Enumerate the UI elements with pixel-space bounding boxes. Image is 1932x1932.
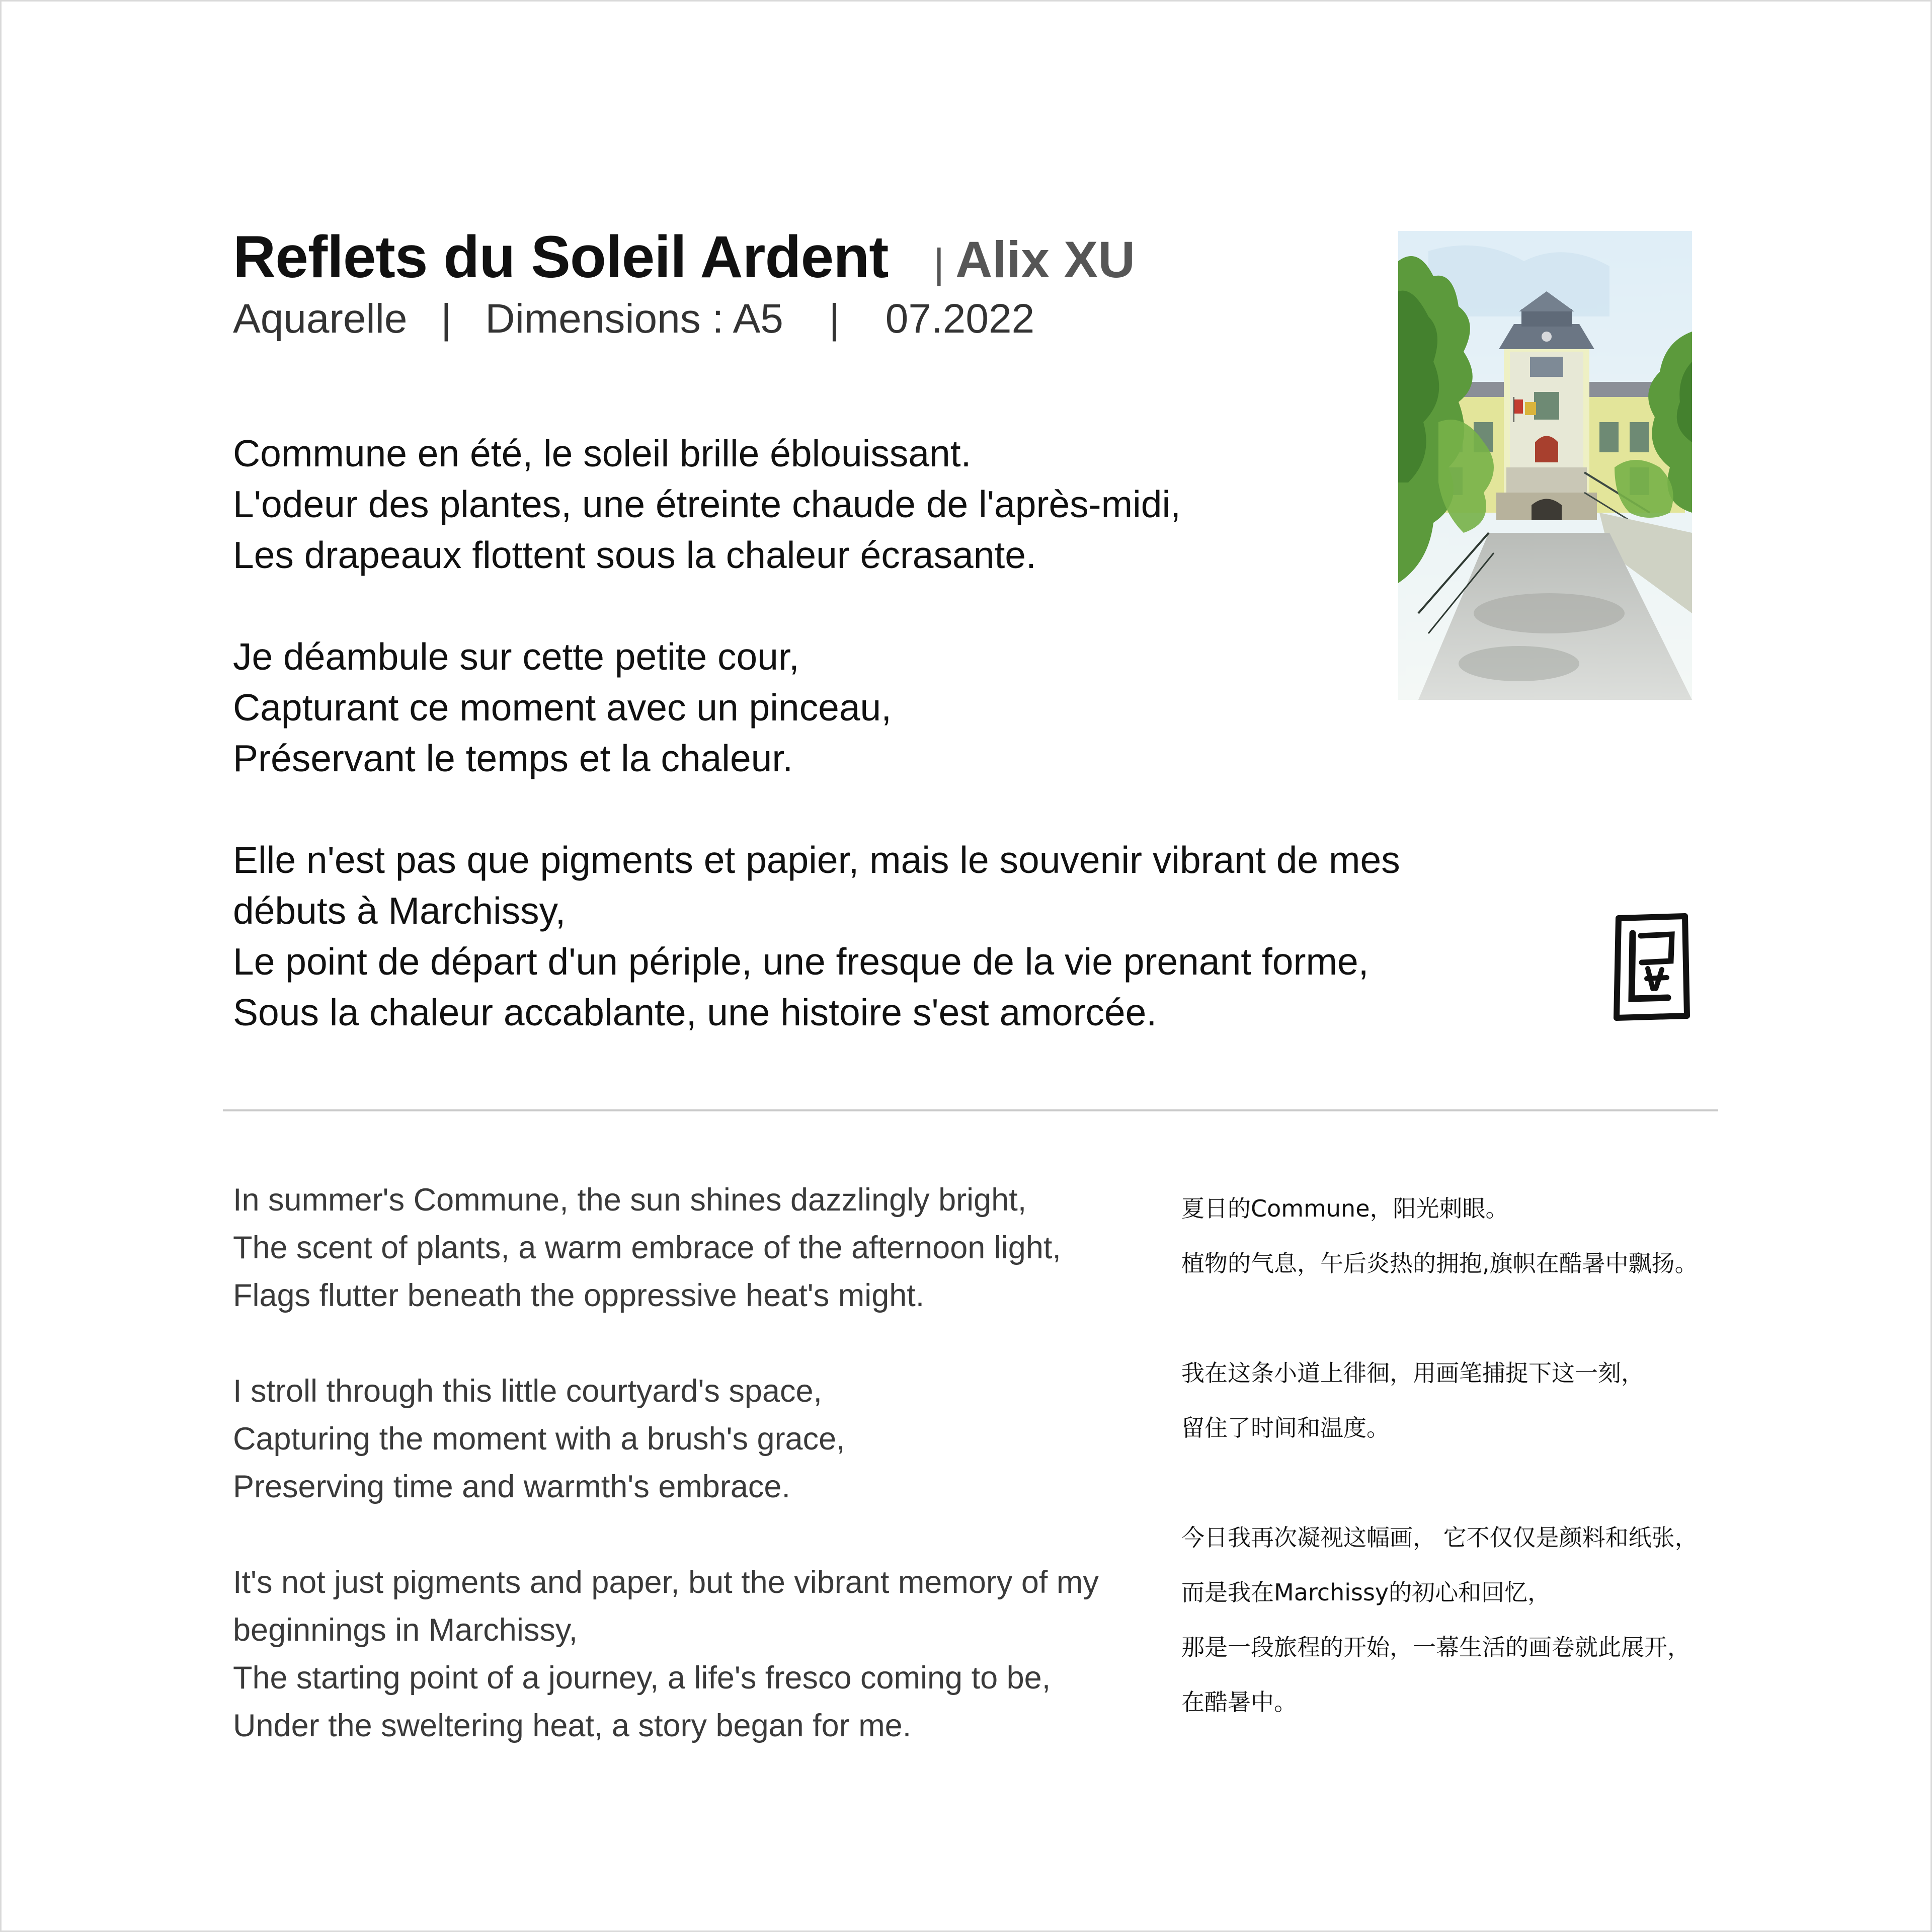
poem-line: 夏日的Commune，阳光刺眼。	[1181, 1195, 1509, 1222]
chinese-stanza	[1181, 1181, 1725, 1291]
english-stanza	[233, 1176, 1159, 1320]
poem-line: Je déambule sur cette petite cour,	[233, 635, 799, 678]
poem-line: 那是一段旅程的开始，一幕生活的画卷就此展开，	[1181, 1634, 1691, 1661]
medium: Aquarelle	[233, 296, 408, 342]
date: 07.2022	[885, 296, 1035, 342]
artist-seal	[1612, 913, 1692, 1021]
poem-line: 我在这条小道上徘徊，用画笔捕捉下这一刻，	[1181, 1359, 1644, 1387]
poem-line: 而是我在Marchissy的初心和回忆，	[1181, 1579, 1551, 1606]
title-separator: |	[933, 240, 944, 286]
poem-line: Capturant ce moment avec un pinceau,	[233, 686, 892, 729]
poem-line: Elle n'est pas que pigments et papier, mais le souvenir vibrant de mes	[233, 839, 1400, 881]
french-poem	[233, 428, 1451, 1038]
details-separator: |	[829, 296, 840, 342]
poem-line: It's not just pigments and paper, but the vibrant memory of my	[233, 1565, 1099, 1600]
english-poem	[233, 1176, 1159, 1750]
poem-line: 留住了时间和温度。	[1181, 1414, 1390, 1441]
poem-line: L'odeur des plantes, une étreinte chaude de l'après-midi,	[233, 483, 1181, 525]
dimensions: Dimensions : A5	[485, 296, 783, 342]
poem-line: 今日我再次凝视这幅画， 它不仅仅是颜料和纸张，	[1181, 1524, 1698, 1551]
poem-line: Les drapeaux flottent sous la chaleur écrasante.	[233, 534, 1036, 576]
poem-line: The scent of plants, a warm embrace of the afternoon light,	[233, 1230, 1061, 1265]
artwork-details	[233, 295, 1340, 343]
chinese-stanza	[1181, 1510, 1725, 1730]
poem-line: débuts à Marchissy,	[233, 890, 566, 932]
poem-line: 在酷暑中。	[1181, 1688, 1297, 1716]
poem-line: The starting point of a journey, a life's fresco coming to be,	[233, 1660, 1051, 1696]
poem-line: Préservant le temps et la chaleur.	[233, 737, 793, 779]
english-stanza	[233, 1367, 1159, 1511]
author-name: Alix XU	[955, 231, 1135, 288]
poem-line: Preserving time and warmth's embrace.	[233, 1469, 790, 1504]
poem-line: I stroll through this little courtyard's space,	[233, 1374, 823, 1409]
poem-line: Sous la chaleur accablante, une histoire s'est amorcée.	[233, 991, 1157, 1033]
english-stanza	[233, 1559, 1159, 1750]
french-stanza	[233, 835, 1451, 1038]
poem-line: Commune en été, le soleil brille éblouissant.	[233, 432, 972, 474]
poem-line: Capturing the moment with a brush's grace,	[233, 1421, 845, 1457]
details-separator: |	[441, 296, 452, 342]
french-stanza	[233, 428, 1451, 581]
chinese-stanza	[1181, 1346, 1725, 1456]
poem-line: Flags flutter beneath the oppressive heat's might.	[233, 1278, 925, 1313]
section-divider	[223, 1109, 1718, 1111]
chinese-poem	[1181, 1181, 1725, 1730]
poem-line: Le point de départ d'un périple, une fresque de la vie prenant forme,	[233, 940, 1369, 983]
watercolor-painting	[1398, 231, 1692, 700]
poem-line: beginnings in Marchissy,	[233, 1613, 578, 1648]
header	[233, 223, 1340, 343]
artwork-title: Reflets du Soleil Ardent	[233, 224, 889, 290]
french-stanza	[233, 631, 1451, 784]
title-line	[233, 223, 1340, 291]
poem-line: Under the sweltering heat, a story began for me.	[233, 1708, 912, 1743]
poem-line: In summer's Commune, the sun shines dazzlingly bright,	[233, 1182, 1027, 1218]
poem-line: 植物的气息，午后炎热的拥抱,旗帜在酷暑中飘扬。	[1181, 1250, 1698, 1277]
